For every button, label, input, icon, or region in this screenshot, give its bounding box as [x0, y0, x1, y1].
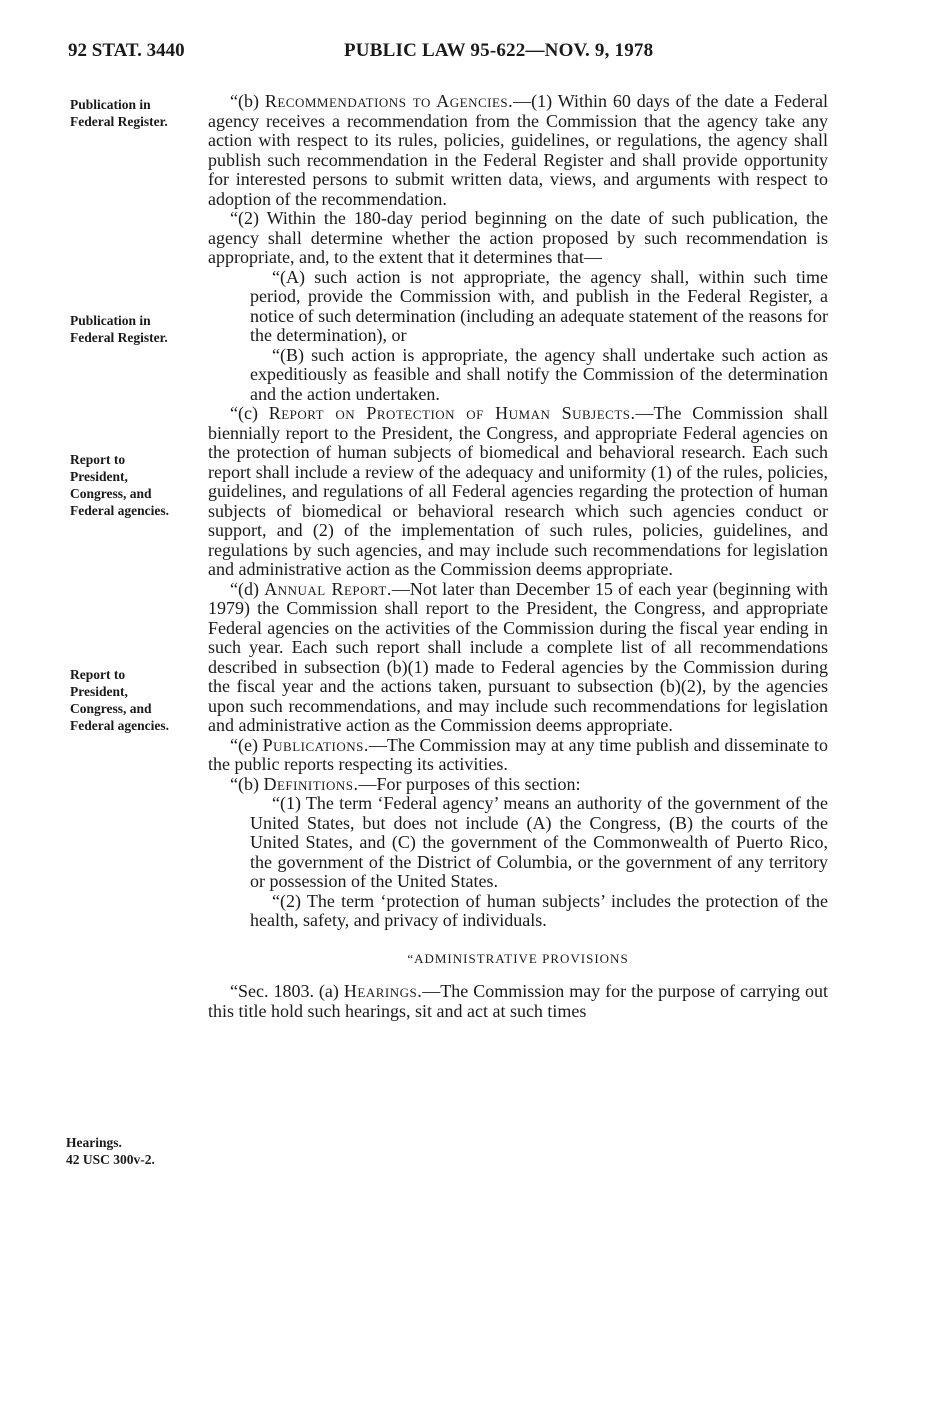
margin-note-line: Federal Register.: [70, 114, 168, 129]
paragraph-b2-a: “(A) such action is not appropriate, the agency shall, within such time period, provide the Commission with, and publish in the Federal Register, a notice of such determination (including an adequate statement of the reasons for the determination), or: [250, 266, 828, 345]
margin-note-line: Federal agencies.: [70, 503, 169, 518]
margin-note-line: Congress, and: [70, 486, 152, 501]
paragraph-definitions: “(b) Definitions.—For purposes of this section:: [230, 773, 581, 794]
page-header: [68, 40, 888, 70]
paragraph-b2-b: “(B) such action is appropriate, the agency shall undertake such action as expeditiously as feasible and shall notify the Commission of the determination and the action undertaken.: [250, 344, 828, 404]
paragraph-definition-protection: “(2) The term ‘protection of human subjects’ includes the protection of the health, safety, and privacy of individuals.: [250, 890, 828, 930]
paragraph-report-human-subjects: “(c) Report on Protection of Human Subjects.—The Commission shall biennially report to the President, the Congress, and appropriate Federal agencies on the protection of human subjects of biomedical and behavioral research. Each such report shall include a review of the adequacy and uniformity (1) of the rules, policies, guidelines, and regulations of all Federal agencies regarding the protection of human subjects of biomedical or behavioral research which such agencies conduct or support, and (2) of the implementation of such rules, policies, guidelines, and regulations by such agencies, and may include such recommendations for legislation and administrative action as the Commission deems appropriate.: [208, 403, 829, 579]
margin-note-line: Hearings.: [66, 1135, 122, 1150]
margin-note-publication-2: [70, 312, 210, 346]
margin-note-line: Publication in: [70, 97, 151, 112]
statute-page-number: 92 STAT. 3440: [68, 40, 185, 61]
margin-note-line: Report to: [70, 667, 126, 682]
margin-note-hearings: [66, 1134, 206, 1168]
margin-note-report-2: [70, 666, 210, 734]
margin-note-line: Federal agencies.: [70, 718, 169, 733]
paragraph-definition-federal-agency: “(1) The term ‘Federal agency’ means an authority of the government of the United States, but does not include (A) the Congress, (B) the courts of the United States, and (C) the government of the Commonwealth of Puerto Rico, the government of the District of Columbia, or the government of any territory or possession of the United States.: [250, 793, 828, 891]
margin-note-line: President,: [70, 684, 128, 699]
margin-note-line: Congress, and: [70, 701, 152, 716]
paragraph-hearings: “Sec. 1803. (a) Hearings.—The Commission may for the purpose of carrying out this title hold such hearings, sit and act at such times: [208, 981, 828, 1021]
paragraph-annual-report: “(d) Annual Report.—Not later than December 15 of each year (beginning with 1979) the Commission shall report to the President, the Congress, and appropriate Federal agencies on the activities of the Commission during the fiscal year ending in such year. Each such report shall include a complete list of all recommendations described in subsection (b)(1) made to Federal agencies by the Commission during the fiscal year and the actions taken, pursuant to subsection (b)(2), by the agencies upon such recommendations, and may include such recommendations for legislation and administrative action as the Commission deems appropriate.: [208, 578, 829, 735]
margin-note-line: Publication in: [70, 313, 151, 328]
public-law-title: PUBLIC LAW 95-622—NOV. 9, 1978: [344, 40, 654, 61]
margin-note-line: Report to: [70, 452, 126, 467]
margin-note-line: Federal Register.: [70, 330, 168, 345]
document-body: [208, 92, 828, 1021]
paragraph-publications: “(e) Publications.—The Commission may at any time publish and disseminate to the public reports respecting its activities.: [208, 734, 828, 774]
paragraph-recommendations: “(b) Recommendations to Agencies.—(1) Within 60 days of the date a Federal agency receives a recommendation from the Commission that the agency take any action with respect to its rules, policies, guidelines, or regulations, the agency shall publish such recommendation in the Federal Register and shall provide opportunity for interested persons to submit written data, views, and arguments with respect to adoption of the recommendation.: [208, 91, 829, 209]
paragraph-b2: “(2) Within the 180-day period beginning on the date of such publication, the agency shall determine whether the action proposed by such recommendation is appropriate, and, to the extent that it determines that—: [208, 208, 828, 267]
margin-note-publication-1: [70, 96, 210, 130]
margin-note-report-1: [70, 451, 210, 519]
margin-note-line: 42 USC 300v-2.: [66, 1152, 155, 1167]
section-heading-administrative: “ADMINISTRATIVE PROVISIONS: [407, 950, 629, 966]
margin-note-line: President,: [70, 469, 128, 484]
